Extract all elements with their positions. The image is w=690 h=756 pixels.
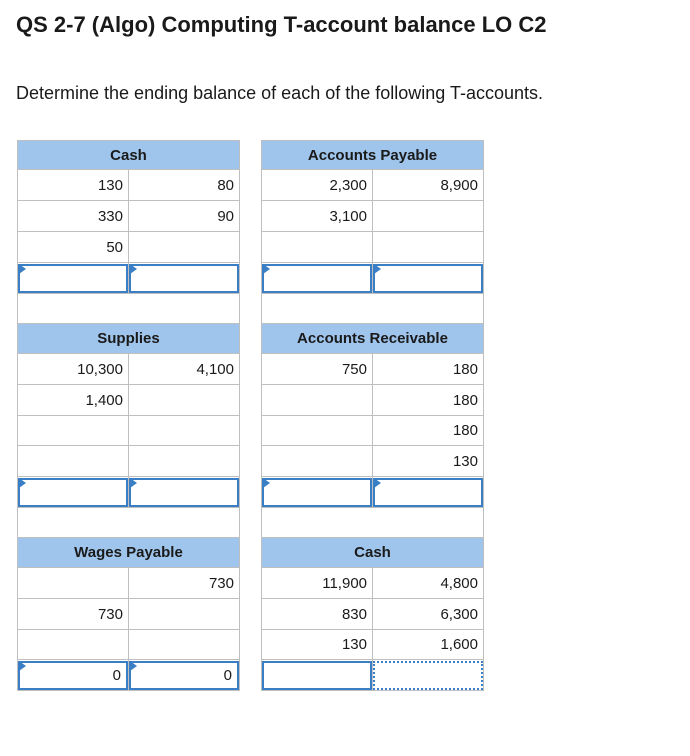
spacer-row bbox=[18, 508, 240, 538]
debit-cell bbox=[262, 232, 373, 263]
credit-cell bbox=[129, 599, 240, 630]
balance-credit-cell bbox=[373, 263, 484, 294]
wages-payable-balance-credit-input[interactable] bbox=[129, 661, 239, 690]
balance-debit-cell bbox=[18, 263, 129, 294]
cash-2-balance-credit-input[interactable] bbox=[373, 661, 483, 690]
credit-cell: 130 bbox=[373, 446, 484, 477]
balance-credit-cell bbox=[373, 660, 484, 691]
balance-debit-cell bbox=[262, 263, 373, 294]
credit-cell: 4,100 bbox=[129, 354, 240, 385]
debit-cell: 11,900 bbox=[262, 568, 373, 599]
accounts-payable-balance-debit-input[interactable] bbox=[262, 264, 372, 293]
debit-cell bbox=[262, 385, 373, 416]
spacer-row bbox=[262, 508, 484, 538]
spacer-row bbox=[18, 294, 240, 324]
t-account-header-wages-payable: Wages Payable bbox=[18, 538, 240, 568]
t-account-header-supplies: Supplies bbox=[18, 324, 240, 354]
accounts-payable-balance-credit-input[interactable] bbox=[373, 264, 483, 293]
cash-balance-credit-input[interactable] bbox=[129, 264, 239, 293]
credit-cell: 1,600 bbox=[373, 630, 484, 660]
debit-cell bbox=[262, 446, 373, 477]
balance-credit-cell bbox=[129, 263, 240, 294]
page-title: QS 2-7 (Algo) Computing T-account balance LO C2 bbox=[16, 12, 547, 37]
debit-cell: 330 bbox=[18, 201, 129, 232]
credit-cell bbox=[129, 446, 240, 477]
balance-debit-cell bbox=[18, 660, 129, 691]
spacer-row bbox=[262, 294, 484, 324]
debit-cell: 2,300 bbox=[262, 170, 373, 201]
t-account-header-accounts-payable: Accounts Payable bbox=[262, 141, 484, 170]
credit-cell bbox=[129, 385, 240, 416]
debit-cell bbox=[262, 416, 373, 446]
wages-payable-balance-debit-input[interactable] bbox=[18, 661, 128, 690]
supplies-balance-credit-input[interactable] bbox=[129, 478, 239, 507]
credit-cell: 4,800 bbox=[373, 568, 484, 599]
credit-cell bbox=[129, 630, 240, 660]
debit-cell: 730 bbox=[18, 599, 129, 630]
credit-cell bbox=[129, 416, 240, 446]
credit-cell: 180 bbox=[373, 385, 484, 416]
balance-debit-cell bbox=[262, 477, 373, 508]
debit-cell: 130 bbox=[18, 170, 129, 201]
balance-credit-cell bbox=[129, 477, 240, 508]
cash-balance-debit-input[interactable] bbox=[18, 264, 128, 293]
balance-debit-cell bbox=[262, 660, 373, 691]
credit-cell: 80 bbox=[129, 170, 240, 201]
balance-credit-cell bbox=[373, 477, 484, 508]
credit-cell: 6,300 bbox=[373, 599, 484, 630]
credit-cell: 730 bbox=[129, 568, 240, 599]
t-account-header-cash-2: Cash bbox=[262, 538, 484, 568]
credit-cell bbox=[373, 201, 484, 232]
debit-cell: 830 bbox=[262, 599, 373, 630]
debit-cell bbox=[18, 416, 129, 446]
accounts-receivable-balance-debit-input[interactable] bbox=[262, 478, 372, 507]
t-account-header-accounts-receivable: Accounts Receivable bbox=[262, 324, 484, 354]
cash-2-balance-debit-input[interactable] bbox=[262, 661, 372, 690]
credit-cell: 90 bbox=[129, 201, 240, 232]
credit-cell bbox=[373, 232, 484, 263]
debit-cell: 3,100 bbox=[262, 201, 373, 232]
instructions: Determine the ending balance of each of the following T-accounts. bbox=[16, 83, 544, 103]
credit-cell bbox=[129, 232, 240, 263]
debit-cell bbox=[18, 630, 129, 660]
t-account-header-cash: Cash bbox=[18, 141, 240, 170]
credit-cell: 8,900 bbox=[373, 170, 484, 201]
debit-cell bbox=[18, 568, 129, 599]
t-accounts-grid bbox=[17, 140, 484, 691]
debit-cell bbox=[18, 446, 129, 477]
balance-debit-cell bbox=[18, 477, 129, 508]
debit-cell: 10,300 bbox=[18, 354, 129, 385]
balance-credit-cell bbox=[129, 660, 240, 691]
credit-cell: 180 bbox=[373, 416, 484, 446]
debit-cell: 750 bbox=[262, 354, 373, 385]
credit-cell: 180 bbox=[373, 354, 484, 385]
debit-cell: 50 bbox=[18, 232, 129, 263]
debit-cell: 1,400 bbox=[18, 385, 129, 416]
debit-cell: 130 bbox=[262, 630, 373, 660]
supplies-balance-debit-input[interactable] bbox=[18, 478, 128, 507]
accounts-receivable-balance-credit-input[interactable] bbox=[373, 478, 483, 507]
